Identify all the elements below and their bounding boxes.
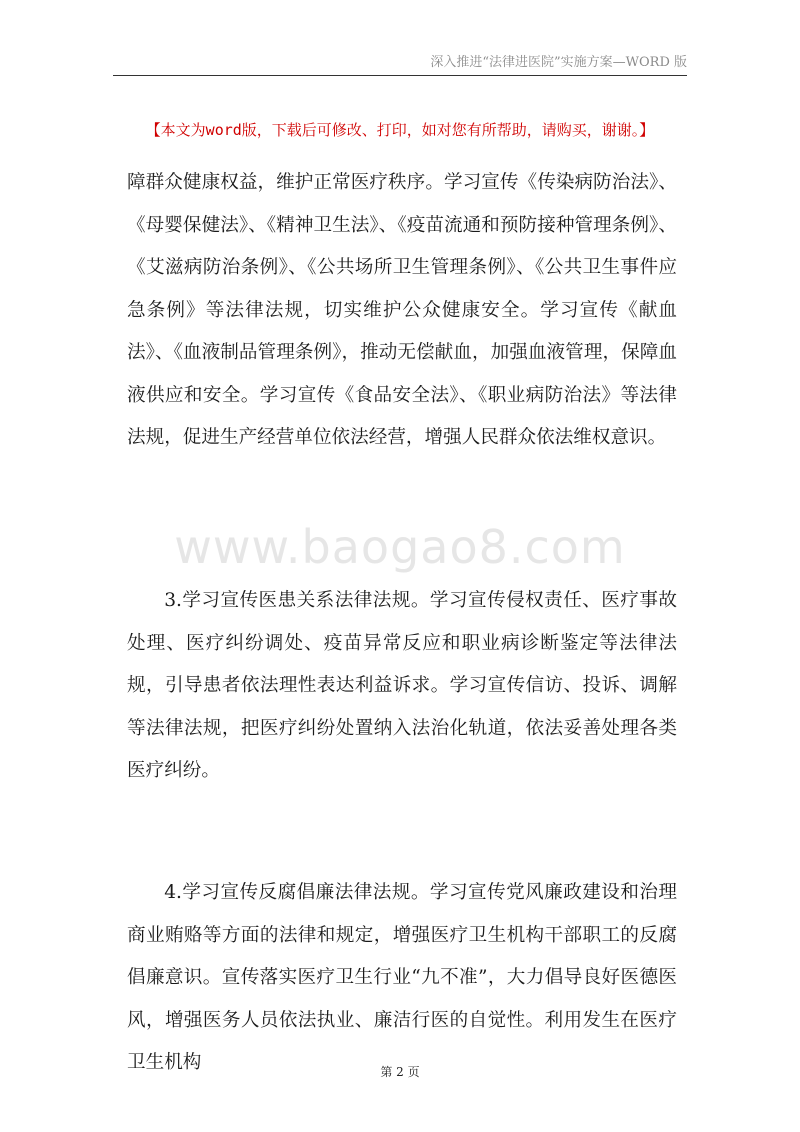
body-paragraph-1: 障群众健康权益，维护正常医疗秩序。学习宣传《传染病防治法》、《母婴保健法》、《精神卫生法》、《疫苗流通和预防接种管理条例》、《艾滋病防治条例》、《公共场所卫生管理条例》、《公共卫生事件应急条例》等法律法规，切实维护公众健康安全。学习宣传《献血法》、《血液制品管理条例》，推动无偿献血，加强血液管理，保障血液供应和安全。学习宣传《食品安全法》、《职业病防治法》等法律法规，促进生产经营单位依法经营，增强人民群众依法维权意识。 <box>127 172 677 448</box>
page-header <box>113 48 687 76</box>
header-title: 深入推进“法律进医院”实施方案—WORD 版 <box>430 55 687 70</box>
download-notice: 【本文为word版，下载后可修改、打印，如对您有所帮助，请购买，谢谢。】 <box>145 121 655 139</box>
watermark: www.baogao8.com <box>174 520 626 574</box>
body-paragraph-2: 3.学习宣传医患关系法律法规。学习宣传侵权责任、医疗事故处理、医疗纠纷调处、疫苗异常反应和职业病诊断鉴定等法律法规，引导患者依法理性表达利益诉求。学习宣传信访、投诉、调解等法律法规，把医疗纠纷处置纳入法治化轨道，依法妥善处理各类医疗纠纷。 <box>127 590 677 781</box>
body-paragraph-3: 4.学习宣传反腐倡廉法律法规。学习宣传党风廉政建设和治理商业贿赂等方面的法律和规定，增强医疗卫生机构干部职工的反腐倡廉意识。宣传落实医疗卫生行业“九不准”，大力倡导良好医德医风，增强医务人员依法执业、廉洁行医的自觉性。利用发生在医疗卫生机构 <box>127 882 677 1073</box>
page-number: 第 2 页 <box>380 1065 420 1079</box>
